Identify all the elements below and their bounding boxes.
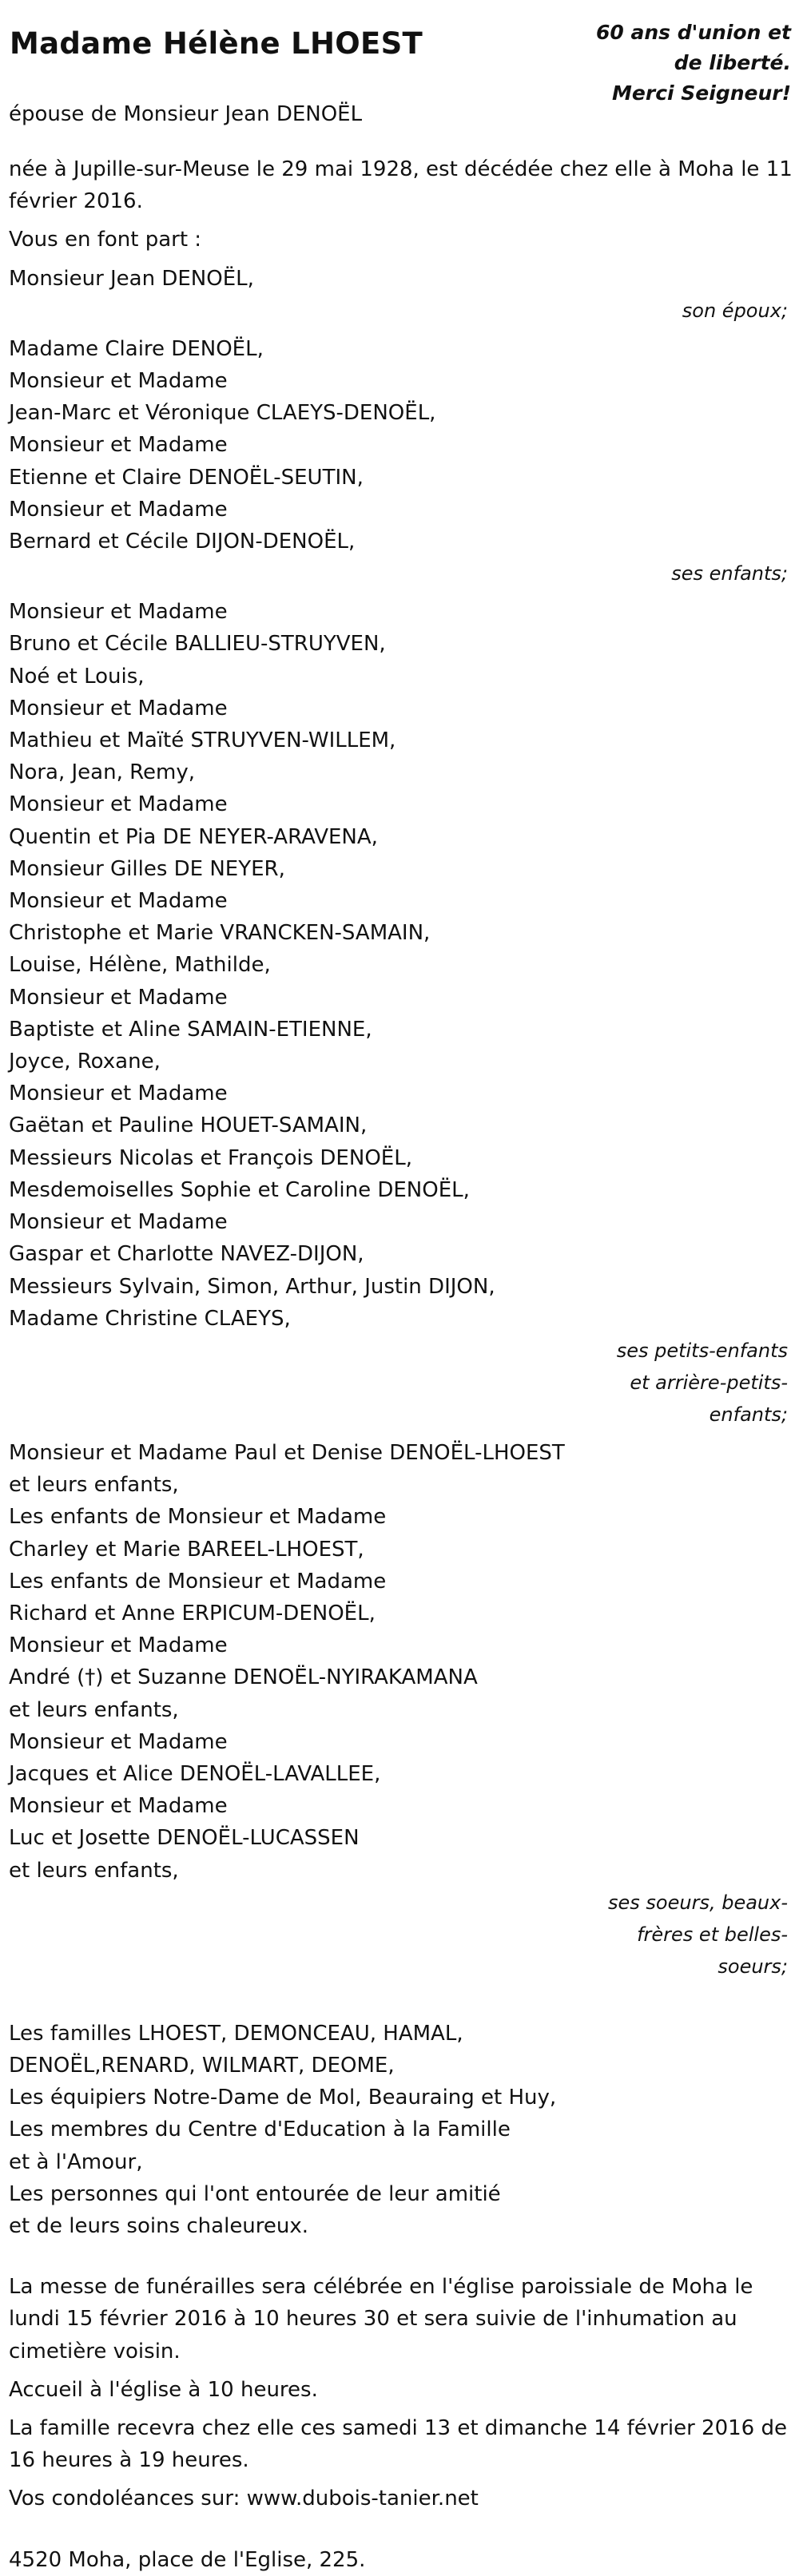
motto-line: Merci Seigneur! bbox=[612, 81, 791, 105]
condolences-line: Vos condoléances sur: www.dubois-tanier.net bbox=[9, 2487, 479, 2511]
mourner-line: Quentin et Pia DE NEYER-ARAVENA, bbox=[9, 824, 378, 849]
birth-death-paragraph bbox=[9, 153, 792, 217]
mourner-line: et leurs enfants, bbox=[9, 1473, 179, 1498]
mourner-line: Nora, Jean, Remy, bbox=[9, 760, 195, 785]
relationship-text: son époux; bbox=[682, 299, 788, 322]
mourner-line: Les familles LHOEST, DEMONCEAU, HAMAL, bbox=[9, 2021, 463, 2046]
text-line: née à Jupille-sur-Meuse le 29 mai 1928, est décédée chez elle à Moha le 11 bbox=[9, 157, 793, 181]
other-mourners bbox=[9, 2018, 792, 2242]
mourner-line: Monsieur et Madame bbox=[9, 497, 228, 522]
relationship-text: et arrière-petits- bbox=[630, 1371, 788, 1394]
funeral-info bbox=[9, 2271, 792, 2576]
mourner-line: Messieurs Nicolas et François DENOËL, bbox=[9, 1145, 412, 1170]
relationship-text: ses petits-enfants bbox=[616, 1339, 788, 1362]
mourner-line: Monsieur et Madame bbox=[9, 369, 228, 394]
mourner-line: Monsieur et Madame bbox=[9, 792, 228, 817]
mourner-line: Monsieur et Madame bbox=[9, 985, 228, 1010]
mourner-line: Jean-Marc et Véronique CLAEYS-DENOËL, bbox=[9, 401, 436, 426]
mourner-line: Madame Claire DENOËL, bbox=[9, 336, 264, 361]
motto-line: 60 ans d'union et bbox=[595, 21, 791, 44]
motto-line: de liberté. bbox=[674, 51, 791, 74]
deceased-name: Madame Hélène LHOEST bbox=[10, 26, 423, 61]
mourner-line: Les membres du Centre d'Education à la Famille bbox=[9, 2118, 511, 2142]
mourner-line: Monsieur et Madame Paul et Denise DENOËL-LHOEST bbox=[9, 1440, 565, 1465]
relationship-label bbox=[9, 1887, 792, 1983]
mourner-line: Monsieur et Madame bbox=[9, 1729, 228, 1754]
mourner-line: André (†) et Suzanne DENOËL-NYIRAKAMANA bbox=[9, 1665, 478, 1690]
relationship-text: ses enfants; bbox=[671, 562, 788, 585]
address-line: 4520 Moha, place de l'Eglise, 225. bbox=[9, 2547, 366, 2572]
mourner-line: Bruno et Cécile BALLIEU-STRUYVEN, bbox=[9, 632, 386, 657]
mourner-line: Monsieur et Madame bbox=[9, 889, 228, 914]
relationship-label bbox=[9, 295, 792, 327]
mourner-line: Louise, Hélène, Mathilde, bbox=[9, 953, 271, 978]
mourner-line: Mesdemoiselles Sophie et Caroline DENOËL, bbox=[9, 1177, 470, 1202]
mourner-line: Monsieur et Madame bbox=[9, 1082, 228, 1106]
mourner-line: Madame Christine CLAEYS, bbox=[9, 1306, 291, 1331]
mourner-line: Monsieur Gilles DE NEYER, bbox=[9, 856, 285, 881]
relationship-text: soeurs; bbox=[718, 1955, 788, 1978]
relationship-text: ses soeurs, beaux- bbox=[608, 1891, 788, 1914]
mourner-line: Joyce, Roxane, bbox=[9, 1050, 161, 1074]
mourner-line: Les équipiers Notre-Dame de Mol, Beauraing et Huy, bbox=[9, 2086, 557, 2110]
mourner-line: Monsieur et Madame bbox=[9, 1794, 228, 1819]
mourner-line: Baptiste et Aline SAMAIN-ETIENNE, bbox=[9, 1017, 372, 1042]
mourner-line: Richard et Anne ERPICUM-DENOËL, bbox=[9, 1601, 376, 1625]
text-line: La famille recevra chez elle ces samedi 13 et dimanche 14 février 2016 de bbox=[9, 2415, 787, 2440]
text-line: 16 heures à 19 heures. bbox=[9, 2448, 249, 2473]
mourner-line: Jacques et Alice DENOËL-LAVALLEE, bbox=[9, 1761, 381, 1786]
mourner-line: Monsieur Jean DENOËL, bbox=[9, 266, 254, 291]
mourner-line: et leurs enfants, bbox=[9, 1858, 179, 1883]
mourner-line: Gaspar et Charlotte NAVEZ-DIJON, bbox=[9, 1242, 364, 1267]
relationship-text: frères et belles- bbox=[637, 1923, 788, 1946]
relationship-text: enfants; bbox=[709, 1403, 788, 1426]
mourner-line: et de leurs soins chaleureux. bbox=[9, 2213, 309, 2238]
family-group bbox=[9, 1437, 792, 1989]
welcome-line: Accueil à l'église à 10 heures. bbox=[9, 2377, 318, 2402]
mourner-line: Etienne et Claire DENOËL-SEUTIN, bbox=[9, 465, 364, 490]
obituary-body bbox=[9, 153, 792, 2576]
motto bbox=[551, 18, 791, 109]
family-group bbox=[9, 263, 792, 333]
mourner-line: Christophe et Marie VRANCKEN-SAMAIN, bbox=[9, 921, 431, 946]
mourner-line: Monsieur et Madame bbox=[9, 433, 228, 458]
announce-line: Vous en font part : bbox=[9, 228, 202, 252]
mourner-line: Luc et Josette DENOËL-LUCASSEN bbox=[9, 1826, 360, 1851]
mourner-line: et à l'Amour, bbox=[9, 2149, 143, 2174]
mourner-line: Noé et Louis, bbox=[9, 664, 145, 689]
mourner-line: et leurs enfants, bbox=[9, 1697, 179, 1722]
mourner-line: Monsieur et Madame bbox=[9, 600, 228, 625]
mourner-line: Charley et Marie BAREEL-LHOEST, bbox=[9, 1537, 364, 1562]
spouse-line: épouse de Monsieur Jean DENOËL bbox=[9, 102, 363, 126]
mourner-line: Gaëtan et Pauline HOUET-SAMAIN, bbox=[9, 1113, 368, 1138]
family-group bbox=[9, 333, 792, 596]
text-line: cimetière voisin. bbox=[9, 2339, 181, 2364]
text-line: février 2016. bbox=[9, 189, 143, 214]
mourner-line: Monsieur et Madame bbox=[9, 696, 228, 720]
mourner-line: Les enfants de Monsieur et Madame bbox=[9, 1569, 387, 1594]
mourner-line: Les enfants de Monsieur et Madame bbox=[9, 1505, 387, 1530]
family-groups bbox=[9, 263, 792, 1989]
relationship-label bbox=[9, 1335, 792, 1431]
family-group bbox=[9, 596, 792, 1437]
relationship-label bbox=[9, 558, 792, 589]
mourner-line: Messieurs Sylvain, Simon, Arthur, Justin DIJON, bbox=[9, 1274, 495, 1299]
text-line: La messe de funérailles sera célébrée en l'église paroissiale de Moha le bbox=[9, 2275, 753, 2300]
mourner-line: Les personnes qui l'ont entourée de leur amitié bbox=[9, 2181, 501, 2206]
mourner-line: DENOËL,RENARD, WILMART, DEOME, bbox=[9, 2053, 395, 2078]
mourner-line: Monsieur et Madame bbox=[9, 1210, 228, 1235]
mourner-line: Monsieur et Madame bbox=[9, 1633, 228, 1658]
mourner-line: Bernard et Cécile DIJON-DENOËL, bbox=[9, 530, 356, 554]
text-line: lundi 15 février 2016 à 10 heures 30 et sera suivie de l'inhumation au bbox=[9, 2307, 737, 2332]
mourner-line: Mathieu et Maïté STRUYVEN-WILLEM, bbox=[9, 728, 396, 753]
